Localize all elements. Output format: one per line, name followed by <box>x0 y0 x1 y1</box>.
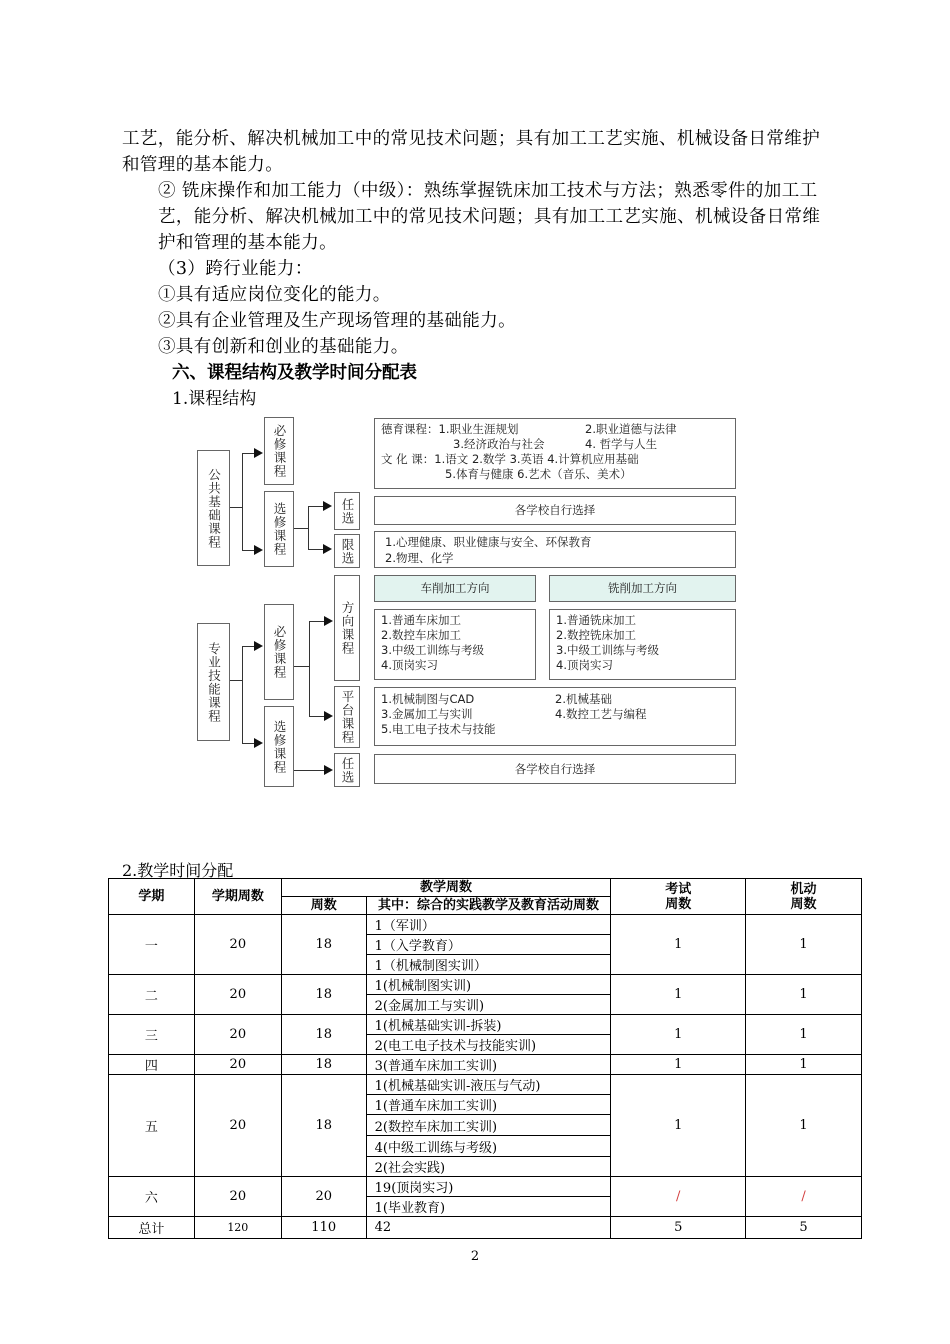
header-exam-line1: 考试 <box>665 881 692 897</box>
milling-course-2: 2.数控铣床加工 <box>556 628 636 642</box>
cell-semester: 一 <box>109 915 195 975</box>
cell-weeks: 20 <box>281 1177 366 1217</box>
cell-practice-list <box>366 915 611 975</box>
section-heading: 六、课程结构及教学时间分配表 <box>172 363 417 383</box>
practice-item: 2(社会实践) <box>374 1161 446 1176</box>
cell-semester: 五 <box>109 1075 195 1177</box>
cell-practice-list <box>366 1015 611 1055</box>
practice-item: 2(金属加工与实训) <box>374 999 485 1014</box>
professional-label: 专业技能课程 <box>206 641 222 723</box>
paragraph-ability-2: ②具有企业管理及生产现场管理的基础能力。 <box>158 311 516 331</box>
paragraph-ability-1: ①具有适应岗位变化的能力。 <box>158 285 391 305</box>
paragraph-turning-cont: 工艺，能分析、解决机械加工中的常见技术问题；具有加工工艺实施、机械设备日常维护和管理的基本能力。 <box>122 129 821 175</box>
culture-courses-2: 5.体育与健康 6.艺术（音乐、美术） <box>445 467 632 481</box>
optional-label-1: 任选 <box>340 497 355 525</box>
cell-exam: 1 <box>611 1055 746 1075</box>
table-row <box>109 1177 862 1217</box>
milling-courses-box <box>549 609 736 680</box>
cell-practice-list <box>366 1177 611 1217</box>
required-box-1 <box>264 417 294 485</box>
cell-flex: 1 <box>746 1055 862 1075</box>
practice-item: 1（机械制图实训） <box>374 959 487 974</box>
cell-semester-weeks: 20 <box>194 915 281 975</box>
turning-direction-box <box>374 575 536 602</box>
platform-course-2: 2.机械基础 <box>555 692 612 706</box>
header-flex-line1: 机动 <box>790 881 817 897</box>
public-basic-box <box>197 450 230 566</box>
paragraph-milling: ② 铣床操作和加工能力（中级）：熟练掌握铣床加工技术与方法；熟悉零件的加工工艺，能分析、解决机械加工中的常见技术问题；具有加工工艺实施、机械设备日常维护和管理的基本能力。 <box>158 181 821 253</box>
cell-semester-weeks: 20 <box>194 1055 281 1075</box>
cell-total-label: 总计 <box>109 1217 195 1239</box>
table-row <box>109 1015 862 1055</box>
school-choice-box-2 <box>374 754 736 784</box>
practice-item: 2(电工电子技术与技能实训) <box>374 1039 537 1054</box>
page-number: 2 <box>470 1249 480 1264</box>
platform-courses-box <box>374 687 736 746</box>
direction-label: 方向课程 <box>340 601 355 655</box>
cell-exam: 1 <box>611 975 746 1015</box>
cell-semester-weeks: 20 <box>194 1015 281 1055</box>
header-weeks: 周数 <box>281 897 366 915</box>
cell-flex: / <box>746 1177 862 1217</box>
school-choice-box-1 <box>374 496 736 525</box>
direction-box <box>334 575 360 681</box>
turning-course-4: 4.顶岗实习 <box>381 658 438 672</box>
practice-item: 2(数控车床加工实训) <box>367 1115 611 1136</box>
schedule-table <box>108 878 862 1239</box>
moral-courses-3: 3.经济政治与社会 <box>453 437 545 451</box>
cell-total-flex: 5 <box>746 1217 862 1239</box>
practice-item: 1(机械制图实训) <box>367 975 611 995</box>
cell-weeks: 18 <box>281 915 366 975</box>
practice-item: 3(普通车床加工实训) <box>366 1055 611 1075</box>
cell-exam: 1 <box>611 915 746 975</box>
turning-course-1: 1.普通车床加工 <box>381 613 461 627</box>
school-choice-label-1: 各学校自行选择 <box>514 503 596 517</box>
practice-item: 19(顶岗实习) <box>367 1177 611 1197</box>
header-exam-line2: 周数 <box>665 896 692 912</box>
optional-label-2: 任选 <box>340 756 355 784</box>
subheading-time-allocation: 2.教学时间分配 <box>122 861 234 880</box>
elective-box-2 <box>264 706 294 787</box>
cell-semester: 六 <box>109 1177 195 1217</box>
limited-course-2: 2.物理、化学 <box>385 551 454 565</box>
cell-total-weeks: 110 <box>281 1217 366 1239</box>
platform-course-1: 1.机械制图与CAD <box>381 692 475 706</box>
header-flex-line2: 周数 <box>790 896 817 912</box>
cell-semester: 三 <box>109 1015 195 1055</box>
platform-box <box>334 686 360 748</box>
cell-weeks: 18 <box>281 1015 366 1055</box>
header-semester-weeks: 学期周数 <box>194 879 281 915</box>
school-choice-label-2: 各学校自行选择 <box>514 761 596 776</box>
moral-courses-4: 4. 哲学与人生 <box>585 437 658 451</box>
cell-semester-weeks: 20 <box>194 1075 281 1177</box>
table-row <box>109 975 862 1015</box>
cell-semester-weeks: 20 <box>194 975 281 1015</box>
header-flex-weeks <box>746 879 862 915</box>
practice-item: 4(中级工训练与考级) <box>367 1136 611 1157</box>
practice-item: 1(机械基础实训-液压与气动) <box>367 1075 611 1095</box>
table-row <box>109 915 862 975</box>
elective-label-1: 选修课程 <box>272 502 287 556</box>
limited-box <box>334 534 360 568</box>
cell-practice-list <box>366 1075 611 1177</box>
table-row <box>109 1075 862 1177</box>
practice-item: 1(普通车床加工实训) <box>367 1095 611 1115</box>
cell-practice-list <box>366 975 611 1015</box>
platform-course-5: 5.电工电子技术与技能 <box>381 722 496 736</box>
cell-flex: 1 <box>746 1015 862 1055</box>
practice-item: 1(机械基础实训-拆装) <box>367 1015 611 1035</box>
optional-box-1 <box>334 492 360 530</box>
practice-item: 1（入学教育） <box>367 935 611 955</box>
cell-semester: 四 <box>109 1055 195 1075</box>
turning-course-3: 3.中级工训练与考级 <box>381 643 484 657</box>
subheading-course-structure: 1.课程结构 <box>172 389 257 409</box>
table-row-total <box>109 1217 862 1239</box>
elective-box-1 <box>264 491 294 567</box>
cell-exam: 1 <box>611 1015 746 1055</box>
turning-course-2: 2.数控车床加工 <box>381 628 461 642</box>
cell-flex: 1 <box>746 975 862 1015</box>
header-practice: 其中：综合的实践教学及教育活动周数 <box>366 897 611 915</box>
required-courses-box <box>374 418 736 489</box>
elective-label-2: 选修课程 <box>272 719 287 774</box>
cell-exam: / <box>611 1177 746 1217</box>
cell-weeks: 18 <box>281 975 366 1015</box>
platform-course-3: 3.金属加工与实训 <box>381 707 473 721</box>
platform-course-4: 4.数控工艺与编程 <box>555 707 647 721</box>
moral-courses-1: 德育课程：1.职业生涯规划 <box>381 422 519 436</box>
practice-item: 1(毕业教育) <box>374 1201 446 1216</box>
turning-courses-box <box>374 609 536 680</box>
paragraph-cross-industry: （3）跨行业能力： <box>158 259 313 279</box>
milling-course-1: 1.普通铣床加工 <box>556 613 636 627</box>
limited-courses-box <box>374 531 736 568</box>
public-basic-label: 公共基础课程 <box>206 467 222 549</box>
cell-total-semester-weeks: 120 <box>194 1217 281 1239</box>
optional-box-2 <box>334 753 360 787</box>
table-row <box>109 1055 862 1075</box>
milling-course-3: 3.中级工训练与考级 <box>556 643 659 657</box>
required-label-2: 必修课程 <box>272 625 287 679</box>
required-label-1: 必修课程 <box>272 424 287 478</box>
cell-weeks: 18 <box>281 1055 366 1075</box>
cell-total-exam: 5 <box>611 1217 746 1239</box>
turning-direction-label: 车削加工方向 <box>420 581 490 595</box>
cell-flex: 1 <box>746 915 862 975</box>
header-teaching-weeks: 教学周数 <box>281 879 611 897</box>
paragraph-ability-3: ③具有创新和创业的基础能力。 <box>158 337 409 357</box>
header-semester: 学期 <box>109 879 195 915</box>
culture-courses-1: 文 化 课：1.语文 2.数学 3.英语 4.计算机应用基础 <box>381 452 639 466</box>
cell-semester: 二 <box>109 975 195 1015</box>
moral-courses-2: 2.职业道德与法律 <box>585 422 677 436</box>
required-box-2 <box>264 604 294 700</box>
practice-item: 1（军训） <box>367 915 611 935</box>
professional-box <box>197 623 230 741</box>
cell-weeks: 18 <box>281 1075 366 1177</box>
header-exam-weeks <box>611 879 746 915</box>
cell-total-practice: 42 <box>366 1217 611 1239</box>
platform-label: 平台课程 <box>340 690 355 744</box>
cell-semester-weeks: 20 <box>194 1177 281 1217</box>
milling-course-4: 4.顶岗实习 <box>556 658 613 672</box>
cell-flex: 1 <box>746 1075 862 1177</box>
cell-exam: 1 <box>611 1075 746 1177</box>
limited-course-1: 1.心理健康、职业健康与安全、环保教育 <box>385 535 592 549</box>
milling-direction-label: 铣削加工方向 <box>608 581 677 595</box>
milling-direction-box <box>549 575 736 602</box>
limited-label: 限选 <box>340 537 355 565</box>
